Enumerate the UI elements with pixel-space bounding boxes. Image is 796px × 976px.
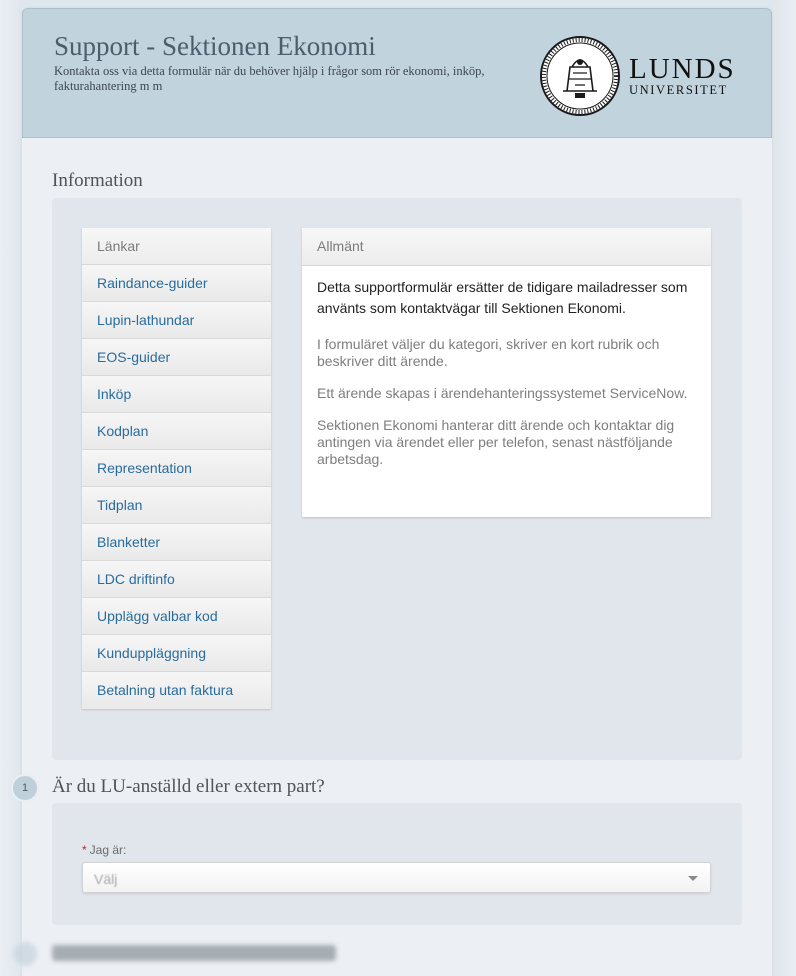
links-list [82,228,271,709]
general-paragraph: Sektionen Ekonomi hanterar ditt ärende och kontaktar dig antingen via ärendet eller per telefon, senast nästföljande arbetsdag. [317,417,675,467]
link-betalning-utan-faktura[interactable]: Betalning utan faktura [82,672,271,709]
information-panel [52,198,742,760]
required-marker: * [82,843,87,857]
support-form-card [22,8,772,976]
link-upplagg-valbar-kod[interactable]: Upplägg valbar kod [82,598,271,635]
links-list-header: Länkar [82,228,271,265]
information-heading: Information [52,170,143,191]
link-tidplan[interactable]: Tidplan [82,487,271,524]
page-background-right [772,0,796,976]
general-intro-text: Detta supportformulär ersätter de tidigare mailadresser som använts som kontaktvägar till Sektionen Ekonomi. [317,279,688,316]
logo-subname: UNIVERSITET [629,83,728,97]
field-label-text: Jag är: [89,843,127,857]
link-representation[interactable]: Representation [82,450,271,487]
lund-university-seal-icon [539,35,621,117]
link-ldc-driftinfo[interactable]: LDC driftinfo [82,561,271,598]
step-number-badge: 1 [11,774,39,802]
general-info-box [302,228,711,517]
question-panel [52,803,742,925]
role-select[interactable] [82,862,711,893]
link-kunduppagg[interactable]: Kunduppläggning [82,635,271,672]
page-background-left [0,0,22,976]
blurred-heading [52,945,336,961]
logo-name: LUNDS [629,53,736,85]
form-header [22,8,772,138]
step-number-badge [11,940,39,968]
question-heading: Är du LU-anställd eller extern part? [52,776,325,797]
general-paragraph: I formuläret väljer du kategori, skriver en kort rubrik och beskriver ditt ärende. [317,336,660,369]
general-info-header: Allmänt [302,228,711,266]
link-lupin-lathundar[interactable]: Lupin-lathundar [82,302,271,339]
link-eos-guider[interactable]: EOS-guider [82,339,271,376]
link-raindance-guider[interactable]: Raindance-guider [82,265,271,302]
select-value: Välj [94,871,118,887]
chevron-down-icon [688,876,698,881]
page-title: Support - Sektionen Ekonomi [54,31,376,61]
link-inkop[interactable]: Inköp [82,376,271,413]
general-paragraph: Ett ärende skapas i ärendehanteringssystemet ServiceNow. [317,385,688,401]
university-logo [629,55,736,97]
general-info-body [302,266,711,494]
field-label [82,843,126,857]
link-blanketter[interactable]: Blanketter [82,524,271,561]
link-kodplan[interactable]: Kodplan [82,413,271,450]
page-subtitle: Kontakta oss via detta formulär när du behöver hjälp i frågor som rör ekonomi, inköp, fakturahantering m m [54,64,485,93]
